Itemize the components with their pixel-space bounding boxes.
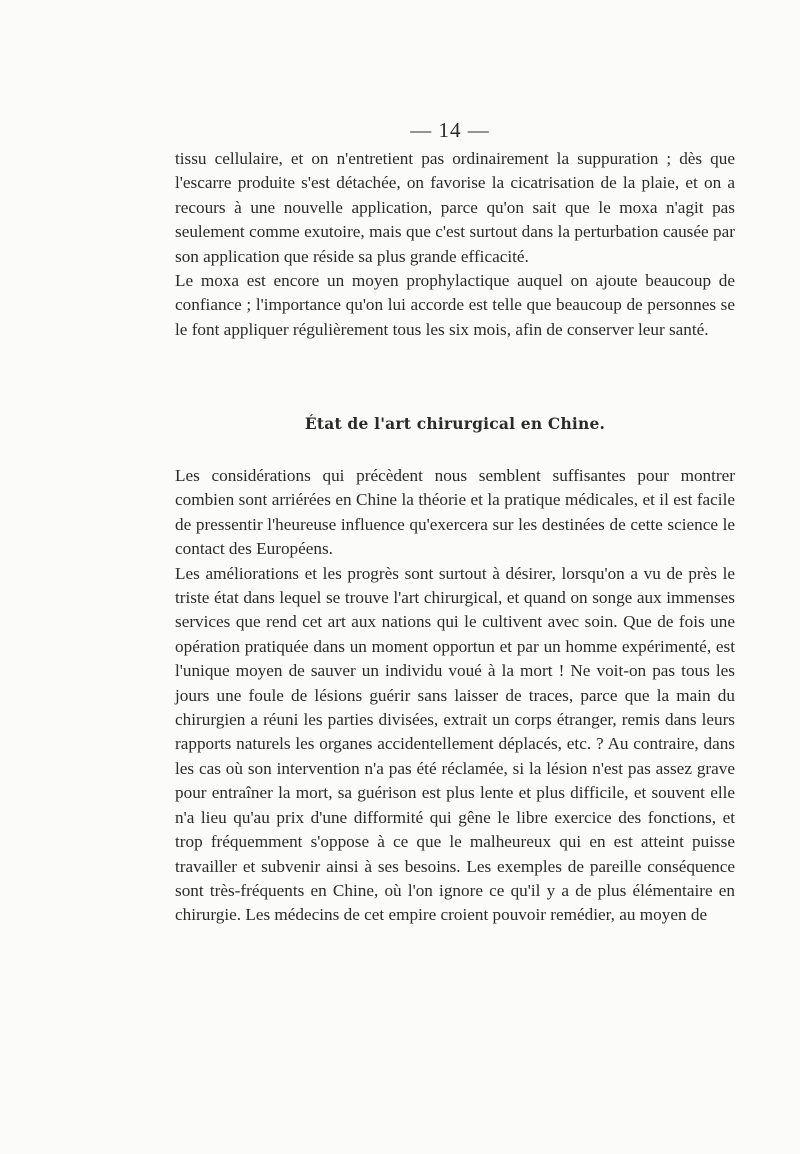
- paragraph: Les considérations qui précèdent nous semblent suffisantes pour montrer combien sont arriérées en Chine la théorie et la pratique médicales, et il est facile de pressentir l'heureuse influence qu'exercera sur les destinées de cette science le contact des Européens.: [175, 466, 735, 559]
- page-number: — 14 —: [410, 118, 490, 142]
- section-heading: État de l'art chirurgical en Chine.: [304, 414, 606, 433]
- paragraph: Le moxa est encore un moyen prophylactique auquel on ajoute beaucoup de confiance ; l'importance qu'on lui accorde est telle que beaucoup de personnes se le font appliquer régulièrement tous les six mois, afin de conserver leur santé.: [175, 271, 735, 339]
- paragraph: tissu cellulaire, et on n'entretient pas ordinairement la suppuration ; dès que l'escarre produite s'est détachée, on favorise la cicatrisation de la plaie, et on a recours à une nouvelle application, parce qu'on sait que le moxa n'agit pas seulement comme exutoire, mais que c'est surtout dans la perturbation causée par son application que réside sa plus grande efficacité.: [175, 149, 735, 266]
- body-text-top: [175, 147, 735, 342]
- paragraph: Les améliorations et les progrès sont surtout à désirer, lorsqu'on a vu de près le triste état dans lequel se trouve l'art chirurgical, et quand on songe aux immenses services que rend cet art aux nations qui le cultivent avec soin. Que de fois une opération pratiquée dans un moment opportun et par un homme expérimenté, est l'unique moyen de sauver un individu voué à la mort ! Ne voit-on pas tous les jours une foule de lésions guérir sans laisser de traces, parce que la main du chirurgien a réuni les parties divisées, extrait un corps étranger, remis dans leurs rapports naturels les organes accidentellement déplacés, etc. ? Au contraire, dans les cas où son intervention n'a pas été réclamée, si la lésion n'est pas assez grave pour entraîner la mort, sa guérison est plus lente et plus difficile, et souvent elle n'a lieu qu'au prix d'une difformité qui gêne le libre exercice des fonctions, et trop fréquemment s'oppose à ce que le malheureux qui en est atteint puisse travailler et subvenir ainsi à ses besoins. Les exemples de pareille conséquence sont très-fréquents en Chine, où l'on ignore ce qu'il y a de plus élémentaire en chirurgie. Les médecins de cet empire croient pouvoir remédier, au moyen de: [175, 563, 735, 925]
- body-text-bottom: [175, 464, 735, 928]
